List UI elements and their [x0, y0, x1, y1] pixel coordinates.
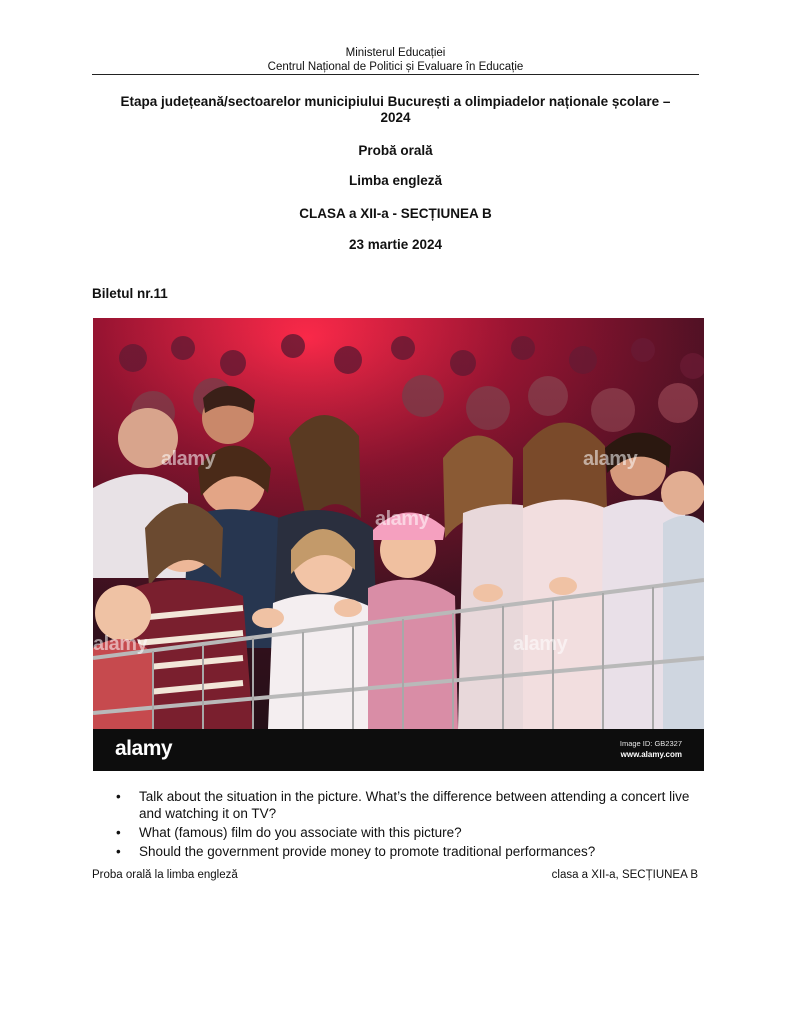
class-section-title: CLASA a XII-a - SECȚIUNEA B [299, 206, 492, 221]
probe-title: Probă orală [358, 143, 433, 158]
list-item [92, 788, 704, 822]
task-text: What (famous) film do you associate with this picture? [139, 825, 462, 840]
center-name: Centrul Național de Politici și Evaluare în Educație [267, 61, 524, 73]
image-id: Image ID: GB2327 [619, 739, 682, 748]
task-list [92, 788, 704, 862]
bullet-icon: • [116, 789, 121, 804]
alamy-site: www.alamy.com [620, 750, 682, 759]
exam-date: 23 martie 2024 [348, 237, 443, 252]
bullet-icon: • [116, 825, 121, 840]
concert-crowd-photo [93, 318, 704, 771]
footer-right: clasa a XII-a, SECȚIUNEA B [551, 869, 698, 881]
photo-watermark: alamy [583, 448, 638, 470]
event-title-line2: 2024 [380, 110, 411, 125]
list-item [92, 843, 704, 860]
ticket-number: Biletul nr.11 [92, 286, 168, 301]
alamy-logo: alamy [115, 737, 173, 760]
crowd-illustration [93, 318, 704, 771]
photo-watermark: alamy [93, 633, 148, 655]
header-divider [92, 74, 699, 75]
task-text: Should the government provide money to promote traditional performances? [139, 844, 596, 859]
event-title-line1: Etapa județeană/sectoarelor municipiului București a olimpiadelor naționale școlare – [120, 94, 671, 109]
photo-watermark: alamy [161, 448, 216, 470]
photo-watermark: alamy [513, 633, 568, 655]
language-title: Limba engleză [348, 173, 443, 188]
photo-credit-bar [93, 729, 704, 771]
event-title [92, 94, 699, 126]
footer-left: Proba orală la limba engleză [92, 869, 238, 881]
list-item [92, 824, 704, 841]
ministry-name: Ministerul Educației [345, 47, 446, 59]
task-text: Talk about the situation in the picture. What’s the difference between attending a concert live and watching it on TV? [139, 789, 690, 821]
bullet-icon: • [116, 844, 121, 859]
photo-watermark: alamy [375, 508, 430, 530]
document-header [0, 46, 791, 74]
